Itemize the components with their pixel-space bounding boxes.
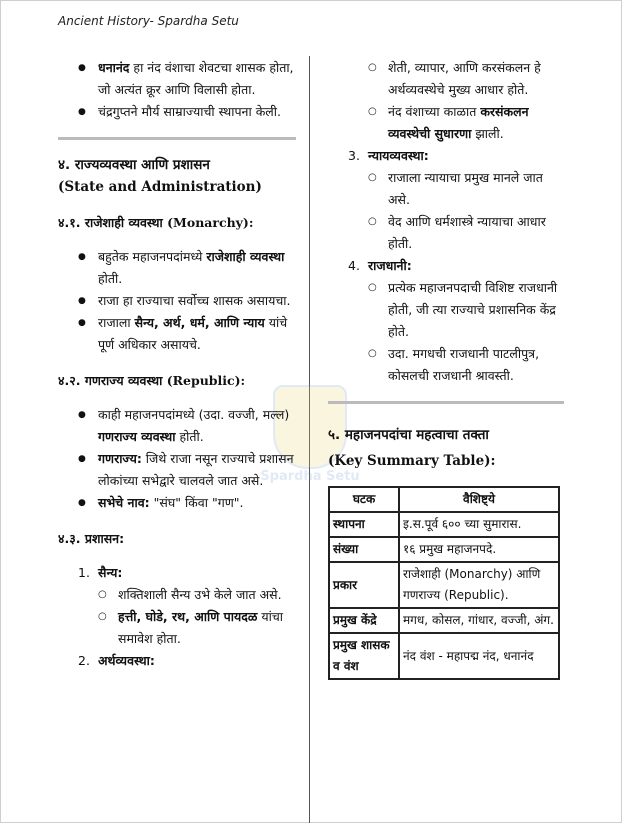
table-row	[329, 512, 559, 537]
subsection-4-3-title: ४.३. प्रशासन:	[58, 531, 125, 546]
watermark-text: Spardha Setu	[260, 469, 360, 484]
subsection-4-1-title: ४.१. राजेशाही व्यवस्था (Monarchy):	[58, 215, 254, 230]
sub-list-item: ○ प्रत्येक महाजनपदाची विशिष्ट राजधानी होती, जी त्या राज्याचे प्रशासनिक केंद्र होते.	[328, 277, 564, 343]
table-row	[329, 537, 559, 562]
table-value-cell: नंद वंश - महापद्म नंद, धनानंद	[399, 633, 559, 679]
section-5-subtitle: (Key Summary Table):	[328, 453, 496, 469]
table-row	[329, 608, 559, 633]
sub-list-item: ○ नंद वंशाच्या काळात करसंकलन व्यवस्थेची सुधारणा झाली.	[328, 101, 564, 145]
numbered-item: 3. न्यायव्यवस्था:	[348, 148, 429, 163]
numbered-item: 1. सैन्य:	[78, 565, 123, 580]
section-rule	[328, 401, 564, 404]
summary-table	[328, 486, 560, 680]
list-item: ● बहुतेक महाजनपदांमध्ये राजेशाही व्यवस्था होती.	[58, 246, 296, 290]
left-column	[58, 57, 296, 672]
table-key-cell: प्रमुख केंद्रे	[329, 608, 399, 633]
table-key-cell: संख्या	[329, 537, 399, 562]
section-5-title: ५. महाजनपदांचा महत्वाचा तक्ता	[328, 427, 489, 443]
table-value-cell: मगध, कोसल, गांधार, वज्जी, अंग.	[399, 608, 559, 633]
list-item: ● धनानंद हा नंद वंशाचा शेवटचा शासक होता, जो अत्यंत क्रूर आणि विलासी होता.	[58, 57, 296, 101]
sub-list-item: ○ वेद आणि धर्मशास्त्रे न्यायाचा आधार होती.	[328, 211, 564, 255]
list-item: ● राजा हा राज्याचा सर्वोच्च शासक असायचा.	[58, 290, 296, 312]
table-value-cell: राजेशाही (Monarchy) आणि गणराज्य (Republic).	[399, 562, 559, 608]
section-4-subtitle: (State and Administration)	[58, 179, 262, 195]
right-column	[328, 57, 564, 680]
sub-list-item: ○ शक्तिशाली सैन्य उभे केले जात असे.	[58, 584, 296, 606]
subsection-4-2-title: ४.२. गणराज्य व्यवस्था (Republic):	[58, 373, 246, 388]
table-key-cell: स्थापना	[329, 512, 399, 537]
list-item: ● चंद्रगुप्तने मौर्य साम्राज्याची स्थापना केली.	[58, 101, 296, 123]
list-item: ● सभेचे नाव: "संघ" किंवा "गण".	[58, 492, 296, 514]
list-item: ● काही महाजनपदांमध्ये (उदा. वज्जी, मल्ल) गणराज्य व्यवस्था होती.	[58, 404, 296, 448]
sub-list-item: ○ राजाला न्यायाचा प्रमुख मानले जात असे.	[328, 167, 564, 211]
table-key-cell: प्रमुख शासक व वंश	[329, 633, 399, 679]
table-row	[329, 562, 559, 608]
list-item: ● राजाला सैन्य, अर्थ, धर्म, आणि न्याय यांचे पूर्ण अधिकार असायचे.	[58, 312, 296, 356]
table-header-cell: घटक	[329, 487, 399, 512]
numbered-item: 4. राजधानी:	[348, 258, 412, 273]
table-header-cell: वैशिष्ट्ये	[399, 487, 559, 512]
section-rule	[58, 137, 296, 140]
sub-list-item: ○ उदा. मगधची राजधानी पाटलीपुत्र, कोसलची राजधानी श्रावस्ती.	[328, 343, 564, 387]
table-value-cell: इ.स.पूर्व ६०० च्या सुमारास.	[399, 512, 559, 537]
table-row	[329, 633, 559, 679]
section-4-title: ४. राज्यव्यवस्था आणि प्रशासन	[58, 157, 210, 173]
table-header-row	[329, 487, 559, 512]
page-header: Ancient History- Spardha Setu	[58, 14, 239, 28]
numbered-item: 2. अर्थव्यवस्था:	[78, 653, 155, 668]
sub-list-item: ○ शेती, व्यापार, आणि करसंकलन हे अर्थव्यवस्थेचे मुख्य आधार होते.	[328, 57, 564, 101]
list-item: ● गणराज्य: जिथे राजा नसून राज्याचे प्रशासन लोकांच्या सभेद्वारे चालवले जात असे.	[58, 448, 296, 492]
table-key-cell: प्रकार	[329, 562, 399, 608]
table-value-cell: १६ प्रमुख महाजनपदे.	[399, 537, 559, 562]
sub-list-item: ○ हत्ती, घोडे, रथ, आणि पायदळ यांचा समावेश होता.	[58, 606, 296, 650]
